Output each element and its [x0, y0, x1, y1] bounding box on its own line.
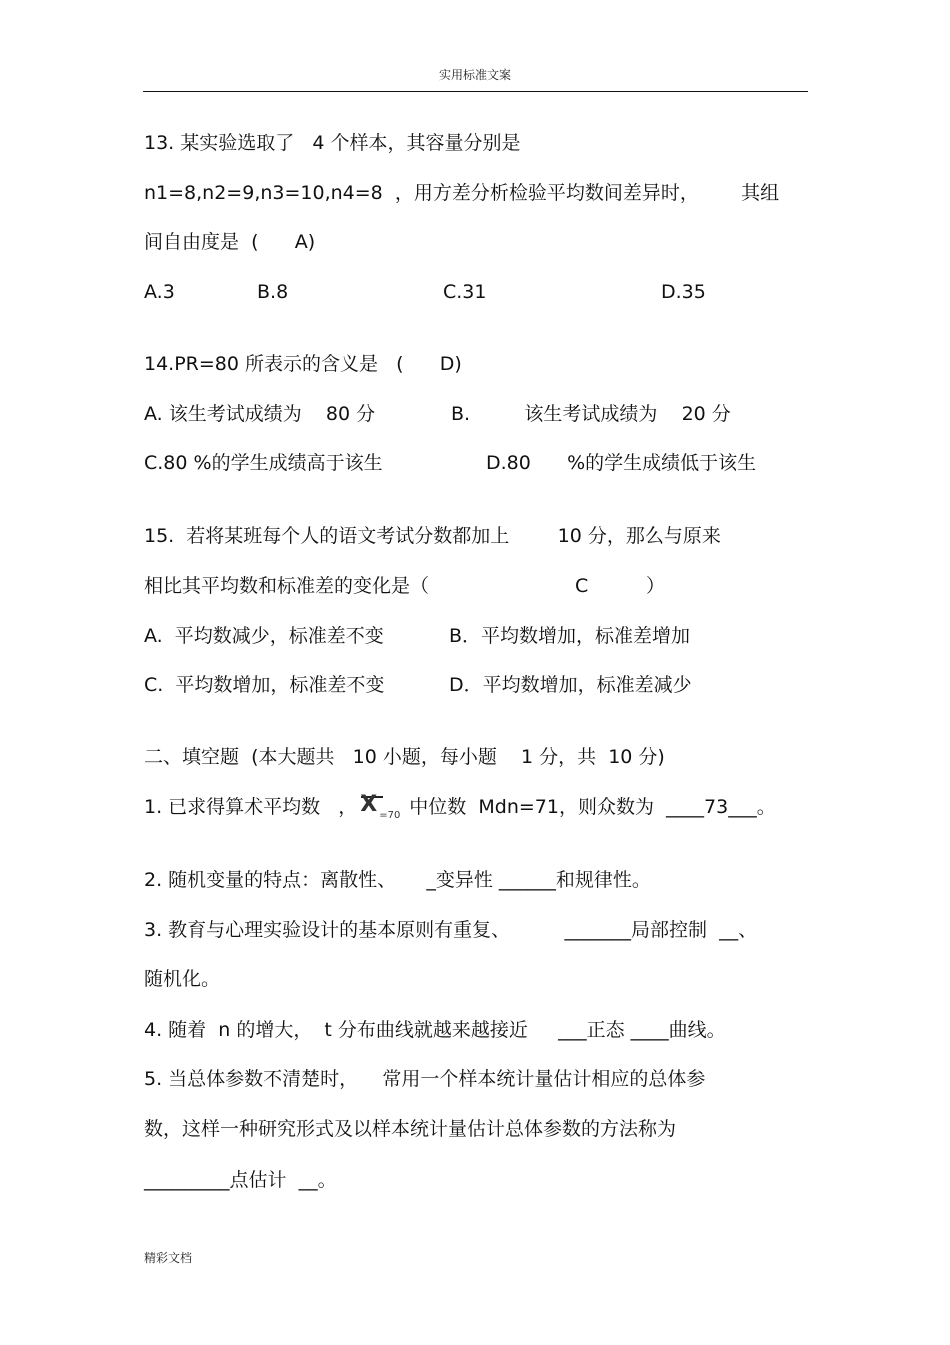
fill-5-line-1: 5. 当总体参数不清楚时， 常用一个样本统计量估计相应的总体参	[144, 1068, 706, 1090]
question-15-answer: C	[575, 575, 589, 597]
question-14-option-b: B. 该生考试成绩为 20 分	[451, 403, 731, 425]
question-15-close-paren: ）	[646, 575, 666, 597]
fill-1-text-b: 中位数 Mdn=71，则众数为 ____73___。	[409, 796, 776, 818]
question-15-option-d: D．平均数增加，标准差减少	[449, 674, 692, 696]
question-13-line-2: n1=8,n2=9,n3=10,n4=8 ，用方差分析检验平均数间差异时， 其组	[144, 182, 780, 204]
fill-3-line-1: 3. 教育与心理实验设计的基本原则有重复、 _______局部控制 __、	[144, 919, 758, 941]
question-13-option-c: C.31	[443, 281, 487, 303]
fill-4: 4. 随着 n 的增大， t 分布曲线就越来越接近 ___正态 ____曲线。	[144, 1019, 726, 1041]
question-13-option-d: D.35	[661, 281, 706, 303]
question-14-line-1: 14.PR=80 所表示的含义是 ( D)	[144, 353, 462, 375]
fill-1-text-a: 1. 已求得算术平均数 ，	[144, 796, 358, 818]
question-15-option-c: C. 平均数增加，标准差不变	[144, 674, 385, 696]
mean-x-symbol: X	[360, 792, 378, 817]
question-14-option-a: A. 该生考试成绩为 80 分	[144, 403, 376, 425]
page-header: 实用标准文案	[438, 68, 511, 82]
question-13-line-1: 13. 某实验选取了 4 个样本，其容量分别是	[144, 132, 521, 154]
header-divider	[143, 91, 808, 92]
section-2-heading: 二、填空题 (本大题共 10 小题，每小题 1 分，共 10 分)	[144, 746, 665, 768]
question-14-option-c: C.80 %的学生成绩高于该生	[144, 452, 383, 474]
page-footer: 精彩文档	[144, 1251, 193, 1265]
question-15-line-2: 相比其平均数和标准差的变化是（	[144, 575, 430, 597]
question-14-option-d: D.80 %的学生成绩低于该生	[486, 452, 757, 474]
question-15-option-b: B．平均数增加，标准差增加	[449, 625, 691, 647]
question-15-line-1: 15. 若将某班每个人的语文考试分数都加上 10 分，那么与原来	[144, 525, 721, 547]
fill-5-line-2: 数，这样一种研究形式及以样本统计量估计总体参数的方法称为	[144, 1118, 677, 1140]
question-13-line-3: 间自由度是 ( A)	[144, 231, 316, 253]
mean-formula-image	[359, 792, 407, 821]
fill-5-line-3: _________点估计 __。	[144, 1169, 337, 1191]
question-13-option-a: A.3	[144, 281, 175, 303]
fill-3-line-2: 随机化。	[144, 968, 221, 990]
question-13-option-b: B.8	[257, 281, 289, 303]
fill-1	[144, 792, 776, 821]
question-15-option-a: A. 平均数减少，标准差不变	[144, 625, 384, 647]
fill-2: 2. 随机变量的特点：离散性、 _变异性 ______和规律性。	[144, 869, 651, 891]
mean-value: =70	[379, 810, 401, 821]
